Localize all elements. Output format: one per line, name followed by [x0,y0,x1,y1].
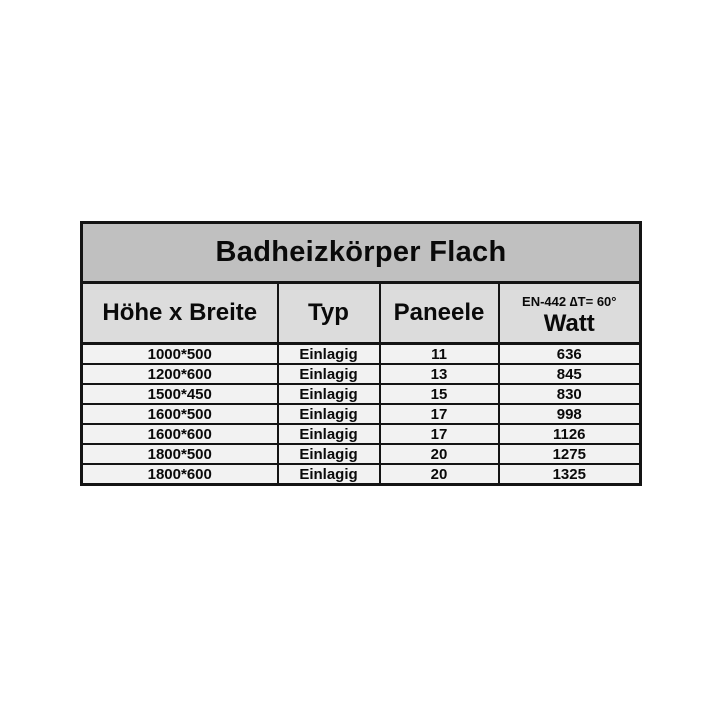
cell-typ: Einlagig [278,344,380,365]
table-row [82,364,641,384]
watt-label: Watt [543,309,595,337]
cell-watt: 1275 [499,444,641,464]
table-title-row [82,223,641,283]
cell-typ: Einlagig [278,464,380,485]
watt-norm-note: EN-442 ∆T= 60° [522,293,617,309]
table-row [82,424,641,444]
column-header-paneele: Paneele [380,283,499,344]
cell-watt: 830 [499,384,641,404]
cell-typ: Einlagig [278,444,380,464]
cell-paneele: 15 [380,384,499,404]
cell-size: 1500*450 [82,384,278,404]
cell-watt: 845 [499,364,641,384]
cell-watt: 998 [499,404,641,424]
table-row [82,344,641,365]
column-header-typ: Typ [278,283,380,344]
cell-size: 1600*500 [82,404,278,424]
table-row [82,384,641,404]
table-row [82,464,641,485]
column-header-watt [499,283,641,344]
cell-watt: 1325 [499,464,641,485]
cell-size: 1200*600 [82,364,278,384]
cell-paneele: 20 [380,464,499,485]
table-row [82,404,641,424]
cell-watt: 636 [499,344,641,365]
table-row [82,444,641,464]
column-header-hoehe-breite: Höhe x Breite [82,283,278,344]
cell-size: 1800*500 [82,444,278,464]
cell-typ: Einlagig [278,364,380,384]
cell-watt: 1126 [499,424,641,444]
cell-size: 1800*600 [82,464,278,485]
cell-paneele: 13 [380,364,499,384]
cell-paneele: 17 [380,404,499,424]
table-title: Badheizkörper Flach [82,223,641,283]
cell-paneele: 11 [380,344,499,365]
cell-typ: Einlagig [278,424,380,444]
cell-paneele: 20 [380,444,499,464]
cell-size: 1000*500 [82,344,278,365]
radiator-spec-table [80,221,642,486]
cell-paneele: 17 [380,424,499,444]
cell-size: 1600*600 [82,424,278,444]
cell-typ: Einlagig [278,384,380,404]
cell-typ: Einlagig [278,404,380,424]
table-header-row [82,283,641,344]
